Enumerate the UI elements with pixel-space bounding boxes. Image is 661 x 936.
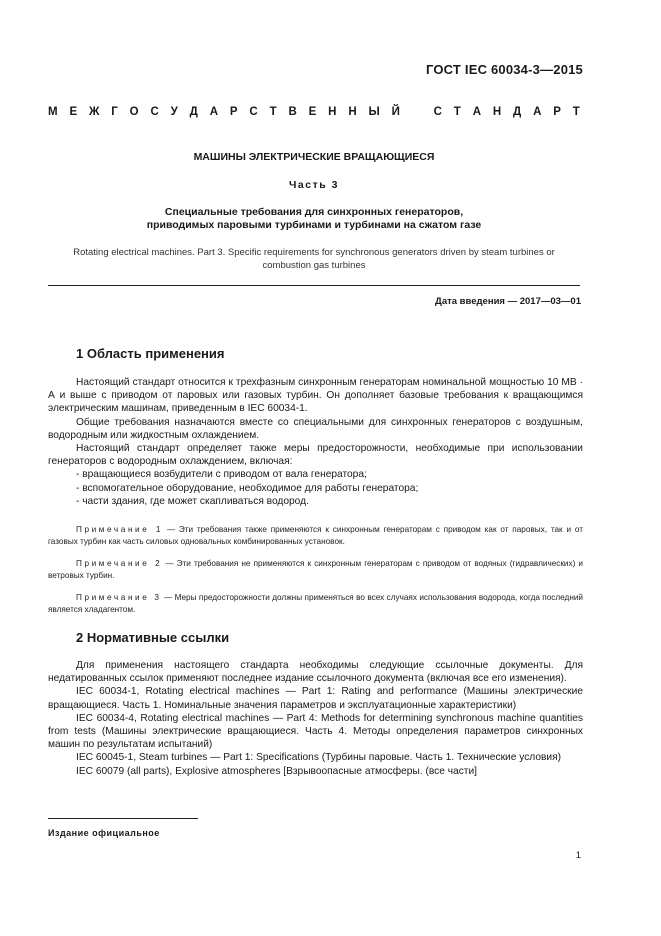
- note-label: Примечание 2: [76, 559, 163, 568]
- banner-letter: Ж: [88, 106, 100, 118]
- banner-letter: Р: [553, 106, 561, 118]
- banner-letter: Д: [513, 106, 522, 118]
- note-1: [48, 524, 583, 547]
- footer-divider: [48, 818, 198, 819]
- standard-title: МАШИНЫ ЭЛЕКТРИЧЕСКИЕ ВРАЩАЮЩИЕСЯ: [193, 151, 435, 163]
- banner-letter: Е: [308, 106, 317, 118]
- banner-letter: Н: [492, 106, 502, 118]
- banner-letter: Н: [348, 106, 357, 118]
- english-title-line: Rotating electrical machines. Part 3. Specific requirements for synchronous generators driven by steam turbines or: [73, 247, 555, 258]
- paragraph: Настоящий стандарт определяет также меры предосторожности, необходимые при использовании генераторов с водородным охлаждением, включая:: [48, 443, 583, 468]
- note-2: [48, 558, 583, 581]
- paragraph: Для применения настоящего стандарта необходимы следующие ссылочные документы. Для недатированных ссылок применяют последнее издание ссылочного документа (включая все его изменения).: [48, 660, 583, 685]
- standard-subtitle: [48, 206, 580, 232]
- banner-letter: О: [129, 106, 139, 118]
- note-3: [48, 592, 583, 615]
- introduction-date: Дата введения — 2017—03—01: [435, 296, 581, 307]
- english-title-line: combustion gas turbines: [262, 260, 366, 271]
- banner-letter: Г: [111, 106, 118, 118]
- english-title: [48, 246, 580, 272]
- reference-item: IEC 60034-4, Rotating electrical machines — Part 4: Methods for determining synchronous machine quantities from tests (Машины электрические вращающиеся. Часть 4. Методы определения параметров синхронных машин по результатам испытаний): [48, 712, 583, 751]
- reference-item: IEC 60079 (all parts), Explosive atmospheres [Взрывоопасные атмосферы. (все части]: [76, 765, 477, 777]
- note-text: — Меры предосторожности должны применяться во всех случаях использования водорода, когда последний является хладагентом.: [48, 593, 583, 614]
- reference-item: IEC 60045-1, Steam turbines — Part 1: Specifications (Турбины паровые. Часть 1. Технические условия): [76, 752, 562, 764]
- banner-letter: Ы: [368, 106, 380, 118]
- list-item: - вращающиеся возбудители с приводом от вала генератора;: [76, 469, 367, 481]
- section-2-body: [48, 659, 583, 778]
- banner-letter: Р: [229, 106, 238, 118]
- note-text: — Эти требования также применяются к синхронным генераторам с приводом как от паровых, так и от газовых турбин как часть силовых одновальных комбинированных установок.: [48, 525, 583, 546]
- page-number: 1: [575, 850, 581, 861]
- banner-letter: А: [472, 106, 481, 118]
- banner-letter: М: [48, 106, 58, 118]
- subtitle-line: приводимых паровыми турбинами и турбинами на сжатом газе: [146, 219, 482, 231]
- note-label: Примечание 3: [76, 593, 162, 602]
- section-1-body: [48, 376, 583, 508]
- banner-letter: Т: [453, 106, 461, 118]
- list-item: - части здания, где может скапливаться водород.: [76, 495, 309, 507]
- interstate-standard-banner: [48, 106, 580, 118]
- banner-letter: Н: [328, 106, 337, 118]
- note-text: — Эти требования не применяются к синхронным генераторам с приводом от водяных (гидравлических) и ветровых турбин.: [48, 559, 584, 580]
- standard-designation: ГОСТ IEC 60034-3—2015: [425, 62, 583, 77]
- title-divider: [48, 285, 580, 286]
- banner-letter: С: [433, 106, 442, 118]
- banner-letter: С: [150, 106, 159, 118]
- part-number: Часть 3: [289, 179, 339, 191]
- banner-letter: А: [533, 106, 542, 118]
- banner-letter: В: [288, 106, 297, 118]
- reference-item: IEC 60034-1, Rotating electrical machines — Part 1: Rating and performance (Машины электрические вращающиеся. Часть 1. Номинальные значения параметров и эксплуатационные характеристики): [48, 686, 583, 711]
- list-item: - вспомогательное оборудование, необходимое для работы генератора;: [76, 482, 419, 494]
- section-1-heading: 1 Область применения: [76, 346, 225, 361]
- banner-letter: Й: [391, 106, 400, 118]
- section-2-heading: 2 Нормативные ссылки: [76, 630, 230, 645]
- banner-letter: С: [249, 106, 258, 118]
- subtitle-line: Специальные требования для синхронных генераторов,: [164, 206, 464, 218]
- banner-letter: У: [170, 106, 178, 118]
- note-label: Примечание 1: [76, 525, 163, 534]
- paragraph: Общие требования назначаются вместе со специальными для синхронных генераторов с воздушным, водородным или жидкостным охлаждением.: [48, 416, 583, 441]
- banner-letter: Т: [572, 106, 580, 118]
- banner-letter: Е: [69, 106, 78, 118]
- banner-letter: Т: [269, 106, 277, 118]
- banner-letter: Д: [189, 106, 198, 118]
- banner-letter: А: [209, 106, 219, 118]
- paragraph: Настоящий стандарт относится к трехфазным синхронным генераторам номинальной мощностью 10 МВ · А и выше с приводом от паровых или газовых турбин. Он дополняет базовые требования к вращающимся электрическим машинам, приведенным в IEC 60034-1.: [48, 377, 583, 415]
- official-edition-label: Издание официальное: [48, 828, 160, 838]
